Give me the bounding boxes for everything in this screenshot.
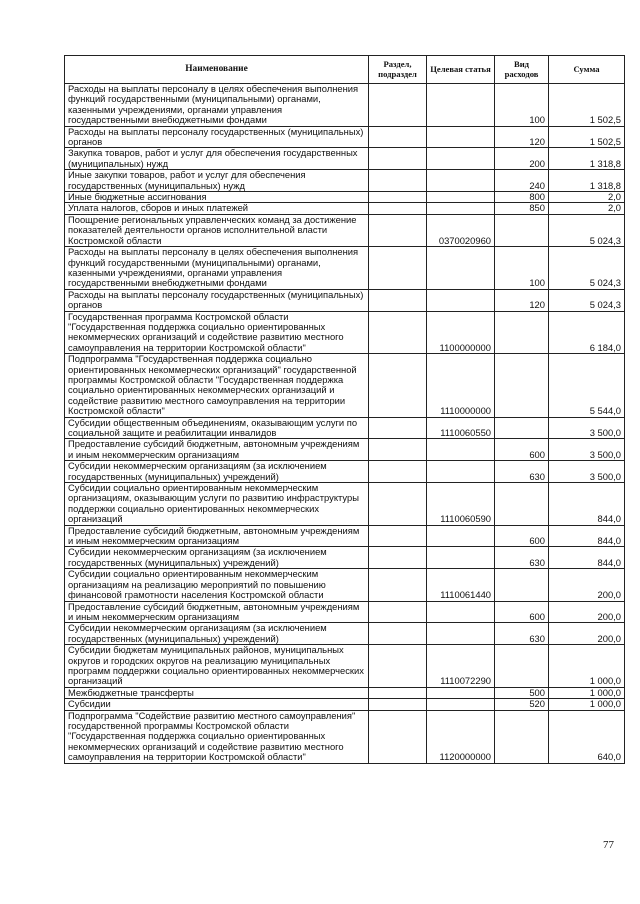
header-sum: Сумма [549,56,625,84]
table-row [65,126,625,148]
row-name-cell: Уплата налогов, сборов и иных платежей [65,203,369,214]
row-section-cell [369,483,427,526]
row-section-cell [369,84,427,127]
row-target-cell [427,289,495,311]
row-kind-cell: 850 [495,203,549,214]
row-target-cell [427,192,495,203]
table-row [65,311,625,354]
header-target: Целевая статья [427,56,495,84]
row-target-cell [427,126,495,148]
row-sum-cell: 844,0 [549,483,625,526]
row-name-cell: Субсидии социально ориентированным некоммерческим организациям на реализацию мероприятий по повышению финансовой грамотности населения Костромской области [65,569,369,601]
row-kind-cell [495,569,549,601]
row-kind-cell: 600 [495,439,549,461]
row-kind-cell: 200 [495,148,549,170]
table-header [65,56,625,84]
row-kind-cell: 630 [495,461,549,483]
row-sum-cell: 200,0 [549,623,625,645]
table-row [65,203,625,214]
row-sum-cell: 2,0 [549,203,625,214]
row-sum-cell: 6 184,0 [549,311,625,354]
row-sum-cell: 3 500,0 [549,439,625,461]
row-section-cell [369,623,427,645]
row-section-cell [369,710,427,763]
row-name-cell: Подпрограмма "Содействие развитию местного самоуправления" государственной программы Костромской области "Государственная поддержка социально ориентированных некоммерческих организаций и содействие развитию местного самоуправления на территории Костромской области" [65,710,369,763]
row-target-cell [427,687,495,698]
row-sum-cell: 1 502,5 [549,84,625,127]
row-kind-cell [495,354,549,417]
row-sum-cell: 844,0 [549,547,625,569]
row-target-cell [427,439,495,461]
row-target-cell: 1110000000 [427,354,495,417]
row-target-cell: 1110060590 [427,483,495,526]
row-name-cell: Расходы на выплаты персоналу в целях обеспечения выполнения функций государственными (муниципальными) органами, казенными учреждениями, органами управления государственными внебюджетными фондами [65,247,369,290]
row-sum-cell: 640,0 [549,710,625,763]
row-section-cell [369,354,427,417]
row-target-cell: 1100000000 [427,311,495,354]
row-name-cell: Государственная программа Костромской области "Государственная поддержка социально ориентированных некоммерческих организаций и содействие развитию местного самоуправления на территории Костромской области" [65,311,369,354]
row-target-cell: 1110072290 [427,645,495,688]
row-sum-cell: 3 500,0 [549,461,625,483]
row-sum-cell: 5 024,3 [549,214,625,246]
row-section-cell [369,247,427,290]
row-name-cell: Поощрение региональных управленческих команд за достижение показателей деятельности органов исполнительной власти Костромской области [65,214,369,246]
row-sum-cell: 3 500,0 [549,417,625,439]
row-section-cell [369,311,427,354]
table-row [65,289,625,311]
row-target-cell [427,623,495,645]
table-row [65,623,625,645]
table-row [65,417,625,439]
row-name-cell: Субсидии [65,699,369,710]
row-kind-cell [495,645,549,688]
table-row [65,214,625,246]
table-body [65,84,625,764]
page-number: 77 [603,839,614,851]
table-row [65,569,625,601]
row-target-cell: 0370020960 [427,214,495,246]
row-name-cell: Субсидии некоммерческим организациям (за исключением государственных (муниципальных) учреждений) [65,623,369,645]
row-name-cell: Закупка товаров, работ и услуг для обеспечения государственных (муниципальных) нужд [65,148,369,170]
row-sum-cell: 1 502,5 [549,126,625,148]
row-section-cell [369,547,427,569]
table-row [65,247,625,290]
row-sum-cell: 1 318,8 [549,170,625,192]
row-kind-cell: 100 [495,84,549,127]
row-section-cell [369,461,427,483]
row-target-cell [427,601,495,623]
table-row [65,354,625,417]
row-sum-cell: 1 318,8 [549,148,625,170]
row-sum-cell: 5 024,3 [549,289,625,311]
table-row [65,601,625,623]
table-row [65,547,625,569]
row-section-cell [369,192,427,203]
row-kind-cell [495,311,549,354]
row-target-cell [427,203,495,214]
table-row [65,645,625,688]
row-kind-cell: 120 [495,126,549,148]
row-name-cell: Межбюджетные трансферты [65,687,369,698]
row-sum-cell: 1 000,0 [549,645,625,688]
row-name-cell: Подпрограмма "Государственная поддержка социально ориентированных некоммерческих организаций" государственной программы Костромской области "Государственная поддержка социально ориентированных некоммерческих организаций и содействие развитию местного самоуправления на территории Костромской области" [65,354,369,417]
row-kind-cell: 120 [495,289,549,311]
row-section-cell [369,289,427,311]
row-section-cell [369,699,427,710]
budget-table [64,55,625,764]
row-kind-cell: 600 [495,525,549,547]
row-sum-cell: 5 544,0 [549,354,625,417]
row-target-cell [427,461,495,483]
row-name-cell: Предоставление субсидий бюджетным, автономным учреждениям и иным некоммерческим организациям [65,439,369,461]
row-kind-cell [495,214,549,246]
row-section-cell [369,417,427,439]
row-sum-cell: 1 000,0 [549,699,625,710]
table-row [65,192,625,203]
table-row [65,148,625,170]
header-section: Раздел, подраздел [369,56,427,84]
row-target-cell [427,84,495,127]
row-section-cell [369,126,427,148]
row-name-cell: Субсидии социально ориентированным некоммерческим организациям, оказывающим услуги по развитию инфраструктуры поддержки социально ориентированных некоммерческих организаций [65,483,369,526]
row-section-cell [369,170,427,192]
row-kind-cell [495,417,549,439]
table-row [65,687,625,698]
row-section-cell [369,601,427,623]
row-kind-cell: 240 [495,170,549,192]
row-target-cell [427,525,495,547]
row-name-cell: Субсидии некоммерческим организациям (за исключением государственных (муниципальных) учреждений) [65,547,369,569]
row-section-cell [369,214,427,246]
row-kind-cell: 630 [495,547,549,569]
table-row [65,439,625,461]
row-section-cell [369,645,427,688]
row-target-cell [427,547,495,569]
row-kind-cell: 500 [495,687,549,698]
row-sum-cell: 5 024,3 [549,247,625,290]
row-section-cell [369,525,427,547]
row-section-cell [369,687,427,698]
row-name-cell: Предоставление субсидий бюджетным, автономным учреждениям и иным некоммерческим организациям [65,601,369,623]
row-name-cell: Субсидии некоммерческим организациям (за исключением государственных (муниципальных) учреждений) [65,461,369,483]
row-name-cell: Субсидии общественным объединениям, оказывающим услуги по социальной защите и реабилитации инвалидов [65,417,369,439]
row-kind-cell: 630 [495,623,549,645]
row-name-cell: Иные бюджетные ассигнования [65,192,369,203]
row-target-cell: 1120000000 [427,710,495,763]
row-section-cell [369,569,427,601]
row-kind-cell [495,483,549,526]
row-name-cell: Расходы на выплаты персоналу в целях обеспечения выполнения функций государственными (муниципальными) органами, казенными учреждениями, органами управления государственными внебюджетными фондами [65,84,369,127]
header-kind: Вид расходов [495,56,549,84]
row-target-cell [427,148,495,170]
row-sum-cell: 844,0 [549,525,625,547]
row-kind-cell: 800 [495,192,549,203]
row-kind-cell [495,710,549,763]
row-name-cell: Расходы на выплаты персоналу государственных (муниципальных) органов [65,289,369,311]
row-target-cell: 1110061440 [427,569,495,601]
row-name-cell: Субсидии бюджетам муниципальных районов, муниципальных округов и городских округов на реализацию муниципальных программ поддержки социально ориентированных некоммерческих организаций [65,645,369,688]
row-section-cell [369,203,427,214]
row-sum-cell: 1 000,0 [549,687,625,698]
row-target-cell [427,170,495,192]
row-target-cell [427,699,495,710]
table-row [65,525,625,547]
row-sum-cell: 200,0 [549,569,625,601]
row-target-cell: 1110060550 [427,417,495,439]
row-target-cell [427,247,495,290]
table-row [65,483,625,526]
table-row [65,699,625,710]
row-name-cell: Расходы на выплаты персоналу государственных (муниципальных) органов [65,126,369,148]
row-section-cell [369,439,427,461]
row-name-cell: Предоставление субсидий бюджетным, автономным учреждениям и иным некоммерческим организациям [65,525,369,547]
table-row [65,84,625,127]
table-row [65,170,625,192]
header-name: Наименование [65,56,369,84]
row-sum-cell: 200,0 [549,601,625,623]
table-row [65,461,625,483]
row-section-cell [369,148,427,170]
row-name-cell: Иные закупки товаров, работ и услуг для обеспечения государственных (муниципальных) нужд [65,170,369,192]
table-row [65,710,625,763]
row-sum-cell: 2,0 [549,192,625,203]
row-kind-cell: 600 [495,601,549,623]
row-kind-cell: 520 [495,699,549,710]
row-kind-cell: 100 [495,247,549,290]
